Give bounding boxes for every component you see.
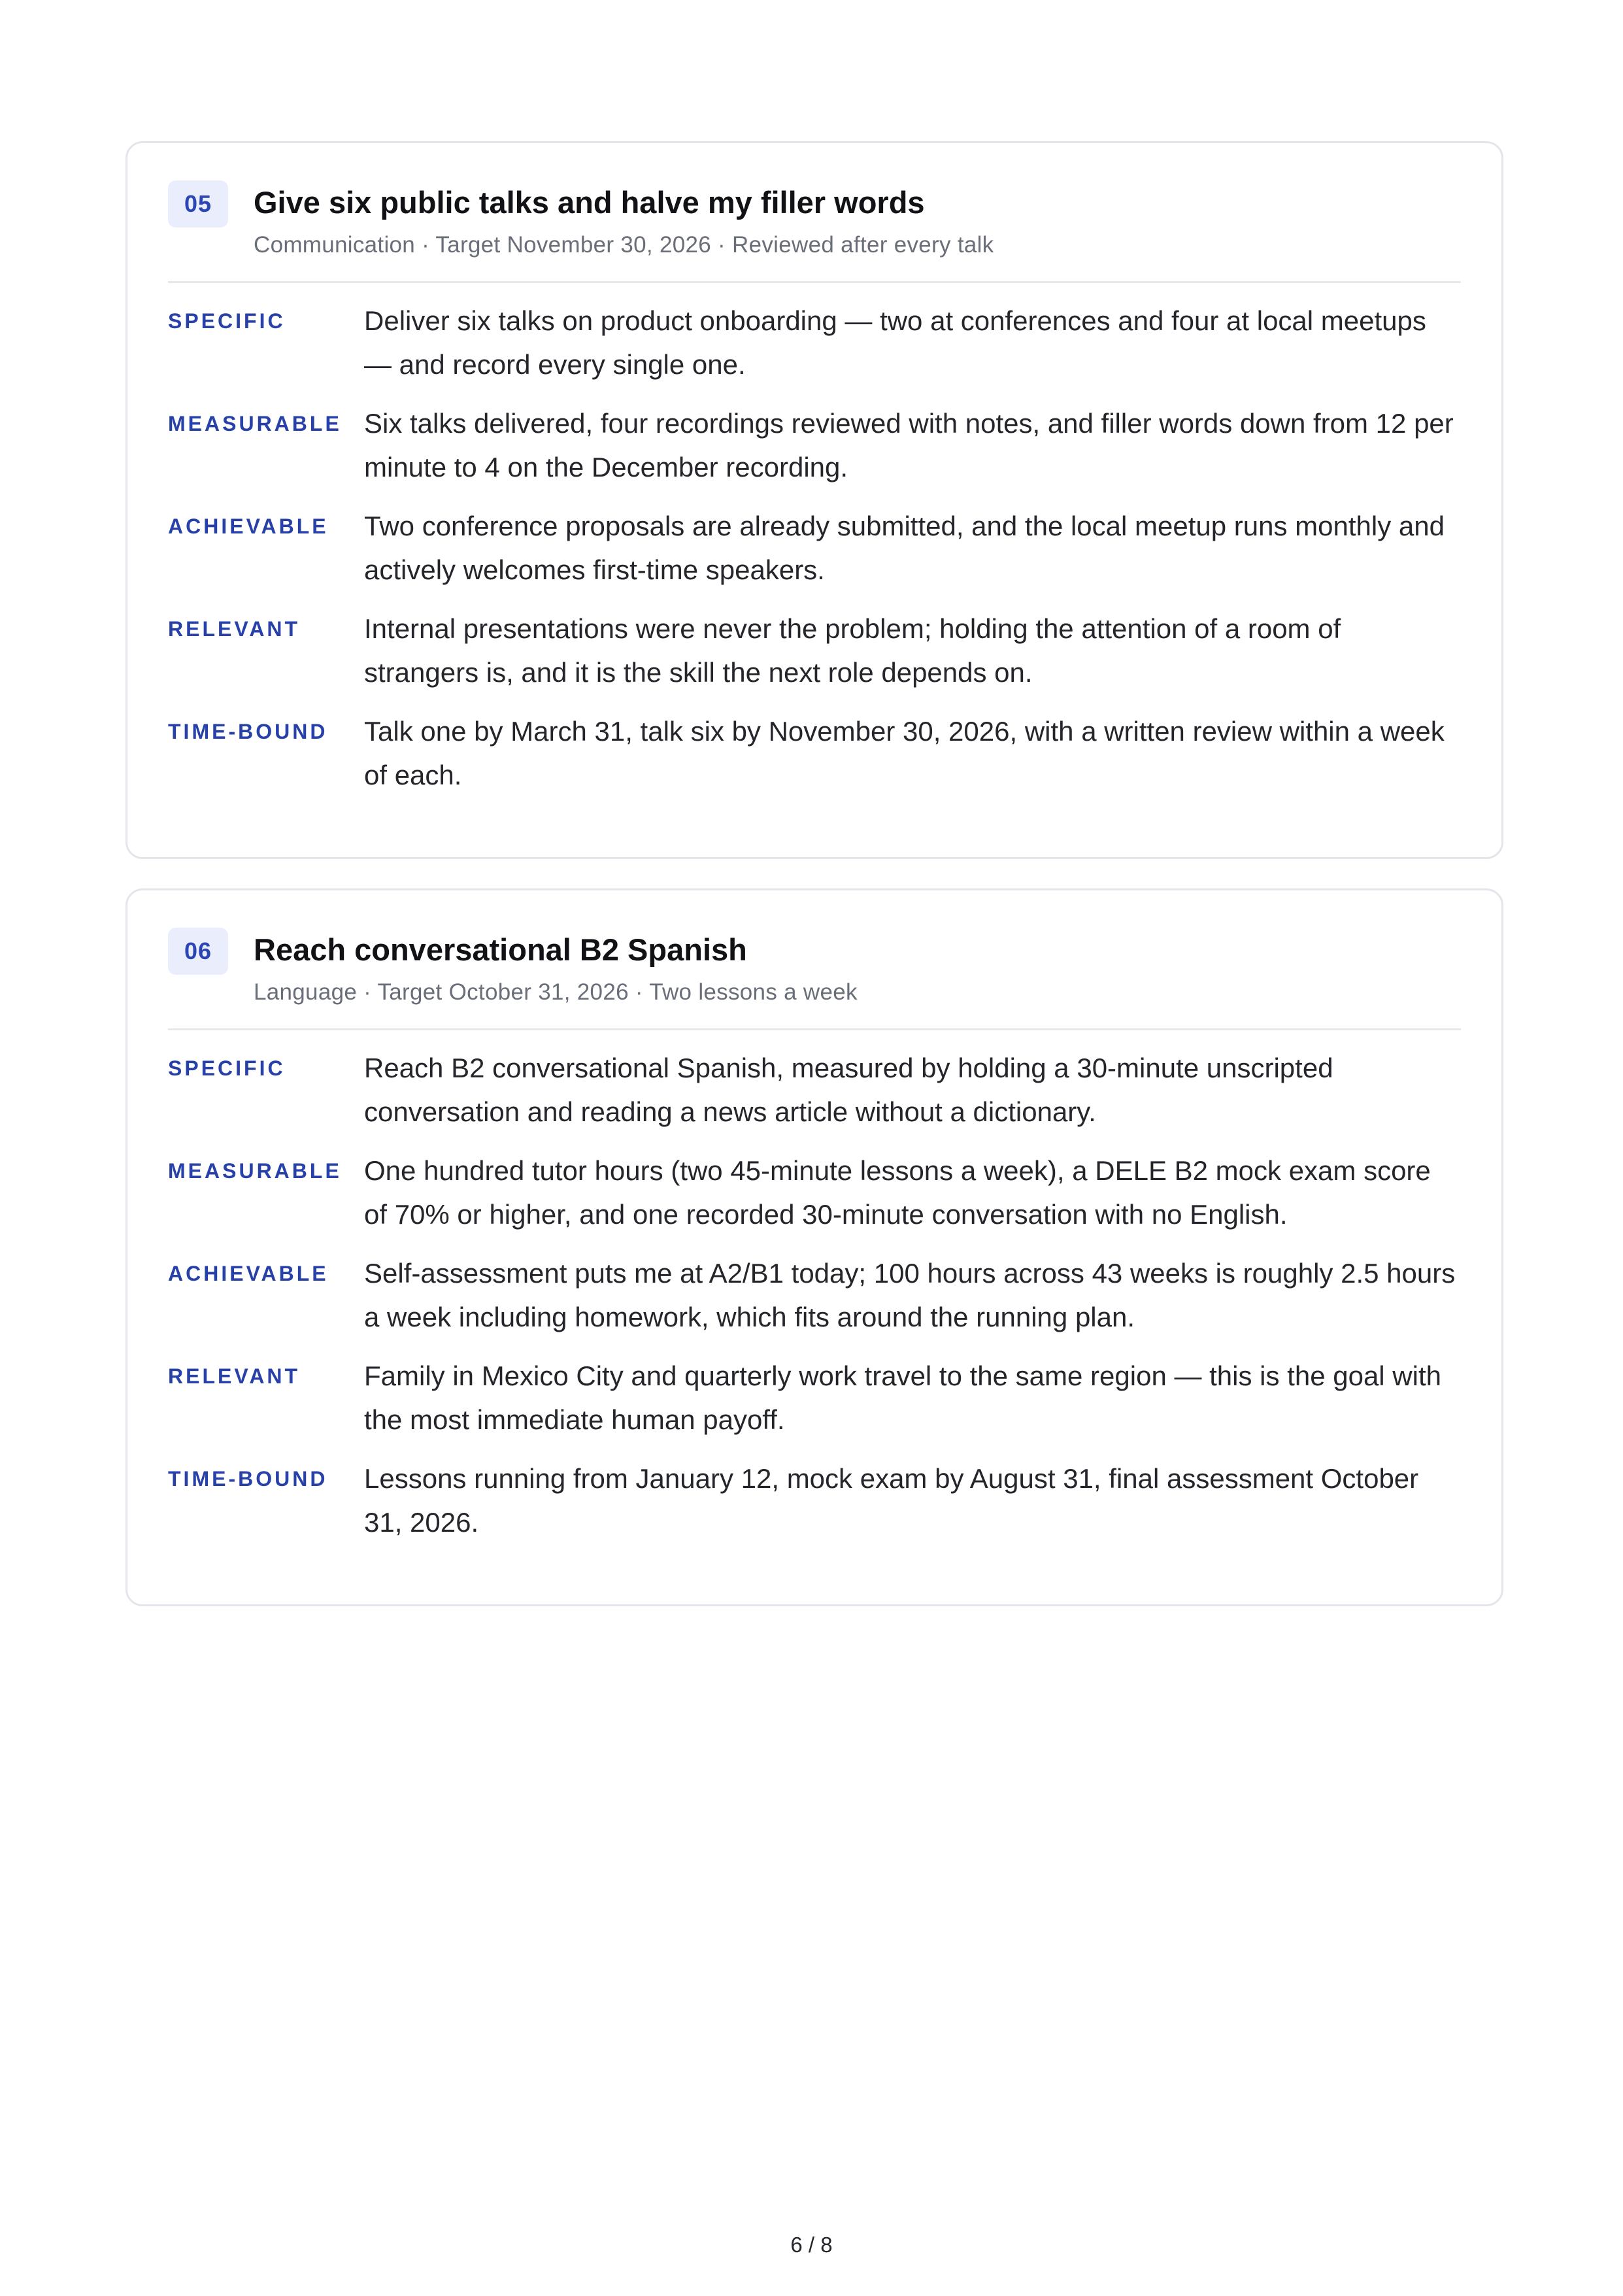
- criterion-text: Reach B2 conversational Spanish, measured by holding a 30-minute unscripted conversation and reading a news article without a dictionary.: [364, 1053, 1333, 1127]
- criterion-label: TIME-BOUND: [168, 720, 328, 743]
- criterion-text: Six talks delivered, four recordings reviewed with notes, and filler words down from 12 per minute to 4 on the December recording.: [364, 408, 1454, 482]
- criterion-label: RELEVANT: [168, 617, 301, 641]
- divider: [168, 281, 1461, 283]
- criterion-text: One hundred tutor hours (two 45-minute lessons a week), a DELE B2 mock exam score of 70% or higher, and one recorded 30-minute conversation with no English.: [364, 1155, 1431, 1230]
- goal-header: [168, 180, 1461, 263]
- criterion-text: Family in Mexico City and quarterly work travel to the same region — this is the goal with the most immediate human payoff.: [364, 1360, 1441, 1435]
- goal-card: [125, 888, 1503, 1606]
- criterion-label: MEASURABLE: [168, 412, 342, 435]
- criterion-text: Talk one by March 31, talk six by November 30, 2026, with a written review within a week of each.: [364, 716, 1445, 790]
- criterion-text: Two conference proposals are already submitted, and the local meetup runs monthly and actively welcomes first-time speakers.: [364, 511, 1445, 585]
- criterion-text: Lessons running from January 12, mock exam by August 31, final assessment October 31, 2026.: [364, 1463, 1419, 1538]
- criterion-text: Self-assessment puts me at A2/B1 today; 100 hours across 43 weeks is roughly 2.5 hours a week including homework, which fits around the running plan.: [364, 1258, 1456, 1332]
- goal-meta: Communication · Target November 30, 2026 · Reviewed after every talk: [254, 232, 994, 258]
- criterion-text: Internal presentations were never the problem; holding the attention of a room of strangers is, and it is the skill the next role depends on.: [364, 613, 1341, 688]
- goal-title: Give six public talks and halve my filler words: [254, 185, 925, 220]
- criterion-label: ACHIEVABLE: [168, 1262, 329, 1285]
- criterion-achievable: [168, 1251, 1461, 1339]
- criterion-relevant: [168, 1354, 1461, 1442]
- criterion-label: RELEVANT: [168, 1364, 301, 1388]
- criterion-specific: [168, 1046, 1461, 1134]
- criterion-relevant: [168, 607, 1461, 694]
- criteria-list: [168, 299, 1461, 797]
- criterion-label: SPECIFIC: [168, 309, 286, 333]
- criterion-label: MEASURABLE: [168, 1159, 342, 1183]
- goal-card: [125, 141, 1503, 859]
- goal-title: Reach conversational B2 Spanish: [254, 932, 747, 967]
- criterion-time-bound: [168, 709, 1461, 797]
- goal-header: [168, 928, 1461, 1010]
- criterion-label: SPECIFIC: [168, 1056, 286, 1080]
- criterion-achievable: [168, 504, 1461, 592]
- page-number: 6 / 8: [790, 2233, 833, 2257]
- goal-meta: Language · Target October 31, 2026 · Two lessons a week: [254, 979, 858, 1005]
- criterion-measurable: [168, 1149, 1461, 1236]
- divider: [168, 1028, 1461, 1030]
- criterion-text: Deliver six talks on product onboarding — two at conferences and four at local meetups — and record every single one.: [364, 305, 1426, 380]
- criterion-label: ACHIEVABLE: [168, 515, 329, 538]
- criterion-time-bound: [168, 1457, 1461, 1544]
- goal-number-badge: 06: [168, 928, 228, 975]
- criterion-measurable: [168, 401, 1461, 489]
- criterion-specific: [168, 299, 1461, 386]
- goal-number-badge: 05: [168, 180, 228, 228]
- criterion-label: TIME-BOUND: [168, 1467, 328, 1491]
- criteria-list: [168, 1046, 1461, 1544]
